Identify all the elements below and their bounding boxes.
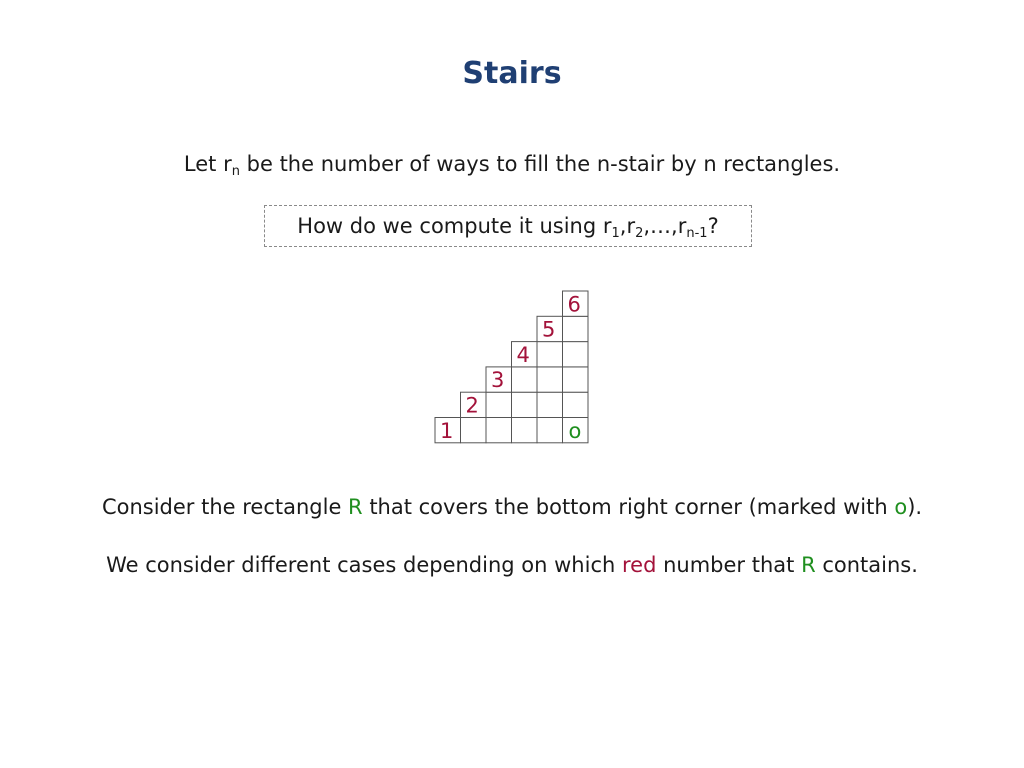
red-word: red	[621, 553, 657, 577]
stair-number-5: 5	[542, 317, 556, 342]
question-before: How do we compute it using r	[297, 214, 612, 238]
cases-text	[0, 553, 1024, 577]
definition-text	[0, 152, 1024, 179]
stair-cell-r2-c5	[563, 367, 589, 392]
definition-subscript: n	[231, 164, 240, 179]
corner-mark-label: o	[894, 495, 908, 519]
question-box	[264, 205, 752, 247]
stair-grid	[434, 290, 590, 444]
stair-cell-r0-c2	[486, 418, 512, 443]
stair-number-1: 1	[440, 418, 454, 443]
stair-cell-r2-c3	[512, 367, 538, 392]
stair-cell-r1-c3	[512, 392, 538, 417]
cases-before: We consider different cases depending on which	[106, 553, 622, 577]
question-after: ?	[707, 214, 719, 238]
consider-after: ).	[907, 495, 923, 519]
corner-mark: o	[568, 418, 582, 443]
stair-number-4: 4	[516, 342, 530, 367]
question-sub-2: 2	[635, 226, 644, 241]
definition-after: be the number of ways to fill the n-stair by n rectangles.	[239, 152, 841, 176]
rectangle-r-label-2: R	[801, 553, 816, 577]
stair-cell-r4-c5	[563, 316, 589, 341]
stair-cell-r1-c2	[486, 392, 512, 417]
consider-before: Consider the rectangle	[101, 495, 349, 519]
stair-cell-r0-c1	[461, 418, 487, 443]
consider-middle: that covers the bottom right corner (marked with	[362, 495, 895, 519]
definition-before: Let r	[183, 152, 232, 176]
question-sep-2: ,…,r	[643, 214, 687, 238]
consider-text	[0, 495, 1024, 519]
stair-cell-r2-c4	[537, 367, 563, 392]
stair-cell-r0-c3	[512, 418, 538, 443]
stair-number-6: 6	[567, 292, 581, 317]
question-sub-1: 1	[611, 226, 620, 241]
cases-after: contains.	[815, 553, 918, 577]
stair-cell-r0-c4	[537, 418, 563, 443]
stair-cell-r1-c5	[563, 392, 589, 417]
question-sub-3: n-1	[686, 226, 708, 241]
stair-cell-r3-c5	[563, 342, 589, 367]
stair-cell-r3-c4	[537, 342, 563, 367]
slide-title: Stairs	[462, 56, 562, 91]
rectangle-r-label: R	[348, 495, 363, 519]
question-text	[297, 214, 719, 241]
stair-number-2: 2	[465, 393, 479, 418]
cases-middle: number that	[656, 553, 802, 577]
stair-cell-r1-c4	[537, 392, 563, 417]
question-sep-1: ,r	[619, 214, 636, 238]
stair-number-3: 3	[491, 368, 505, 393]
stair-diagram	[434, 290, 590, 444]
